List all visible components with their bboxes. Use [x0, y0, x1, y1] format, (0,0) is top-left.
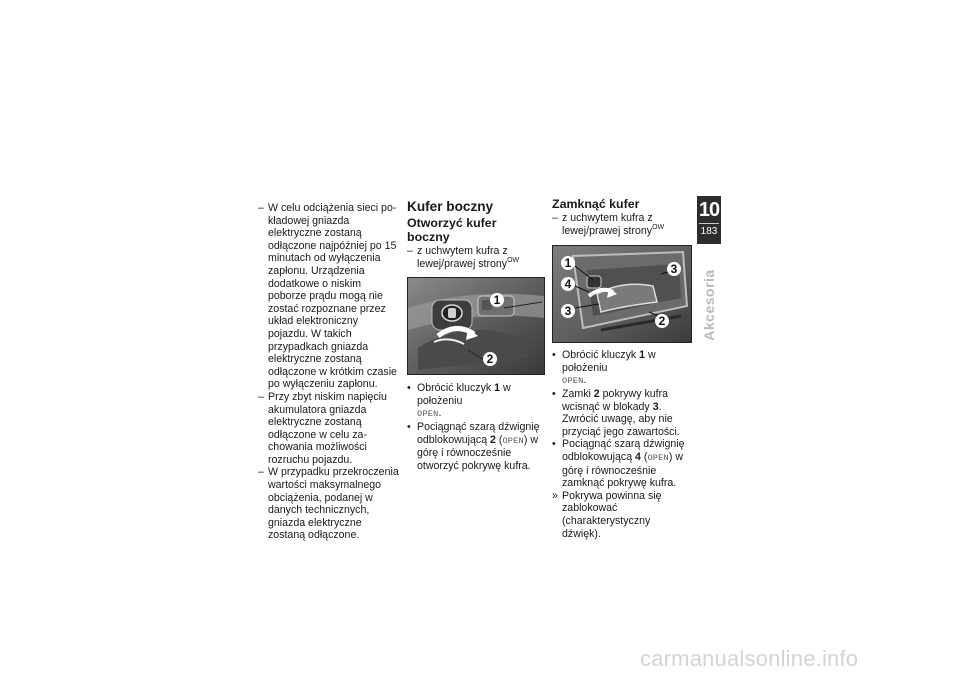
callout-2: 2 [655, 314, 669, 328]
result-item: » Pokrywa powinna się zablokować (charakterystyczny dźwięk). [552, 489, 662, 540]
section-title: Kufer boczny [407, 199, 494, 214]
code-open: OPEN [417, 409, 439, 420]
list-item-text: W przypadku przekroczenia wartości maksymalnego obciążenia, podanej w danych technicznych, gniazda elektryczne zostaną odłączone. [268, 466, 399, 542]
callout-1: 1 [561, 256, 575, 270]
list-item: – Przy zbyt niskim napięciu akumulatora gniazda elektryczne zostaną odłączone w celu zachowania możliwości rozruchu pojazdu. [258, 390, 387, 466]
list-item-text: Przy zbyt niskim napięciu akumulatora gniazda elektryczne zostaną odłączone w celu zachowania możliwości rozruchu pojazdu. [268, 390, 387, 466]
step-item: • Zamki 2 pokrywy kufra wcisnąć w blokady 3. Zwrócić uwagę, aby nie przyciąć jego zawartości. [552, 387, 680, 438]
watermark: carmanualsonline.info [640, 646, 859, 671]
callout-1: 1 [490, 293, 504, 307]
code-open: OPEN [502, 435, 524, 446]
chapter-divider [699, 223, 719, 224]
figure-close-case [552, 245, 692, 343]
callout-4: 4 [561, 277, 575, 291]
figure-open-case [407, 277, 545, 375]
option-item: – z uchwytem kufra z lewej/prawej strony$^{OW}$ [552, 212, 665, 237]
option-item: – z uchwytem kufra z lewej/prawej strony$^{OW}$ [407, 245, 520, 270]
list-item: – W celu odciążenia sieci pokładowej gniazda elektryczne zostaną odłączone najpóźniej po 15 minutach od wyłączenia zapłonu. Urządzenia dodatkowe o niskim poborze prądu mogą nie zostać rozpoznane przez układ elektroniczny pojazdu. W takich przypadkach gniazda elektryczne zostaną odłączone w krótkim czasie po wyłączeniu zapłonu. [258, 202, 397, 391]
step-item: • Obrócić kluczyk 1 w położeniu OPEN. [407, 382, 511, 420]
column-middle [407, 199, 541, 472]
column-right [552, 197, 690, 540]
column-left [258, 202, 401, 542]
option-code: OW [652, 223, 665, 231]
code-open: OPEN [562, 376, 584, 387]
chapter-tab [697, 196, 721, 244]
list-item-text: W celu odciążenia sieci pokładowej gniazda elektryczne zostaną odłączone najpóźniej po 15 minutach od wyłączenia zapłonu. Urządzenia dodatkowe o niskim poborze prądu mogą nie zostać rozpoznane przez układ elektroniczny pojazdu. W takich przypadkach gniazda elektryczne zostaną odłączone w krótkim czasie po wyłączeniu zapłonu. [268, 202, 397, 391]
callout-3b: 3 [561, 304, 575, 318]
step-item: • Pociągnąć szarą dźwignię odblokowującą 4 (OPEN) w górę i równocześnie zamknąć pokrywę kufra. [552, 438, 685, 490]
callout-2: 2 [483, 352, 497, 366]
chapter-number: 10 [698, 199, 720, 221]
option-code: OW [507, 256, 520, 264]
subsection-title-open: Otworzyć kufer boczny [407, 216, 497, 244]
code-open: OPEN [647, 452, 669, 463]
subsection-title-close: Zamknąć kufer [552, 197, 640, 211]
list-item: – W przypadku przekroczenia wartości maksymalnego obciążenia, podanej w danych technicznych, gniazda elektryczne zostaną odłączone. [258, 466, 399, 542]
page-number: 183 [700, 226, 718, 237]
step-item: • Pociągnąć szarą dźwignię odblokowującą 2 (OPEN) w górę i równocześnie otworzyć pokrywę kufra. [407, 420, 540, 472]
callout-3: 3 [667, 262, 681, 276]
case-lock-illustration [408, 278, 544, 374]
step-item: • Obrócić kluczyk 1 w położeniu OPEN. [552, 349, 656, 387]
